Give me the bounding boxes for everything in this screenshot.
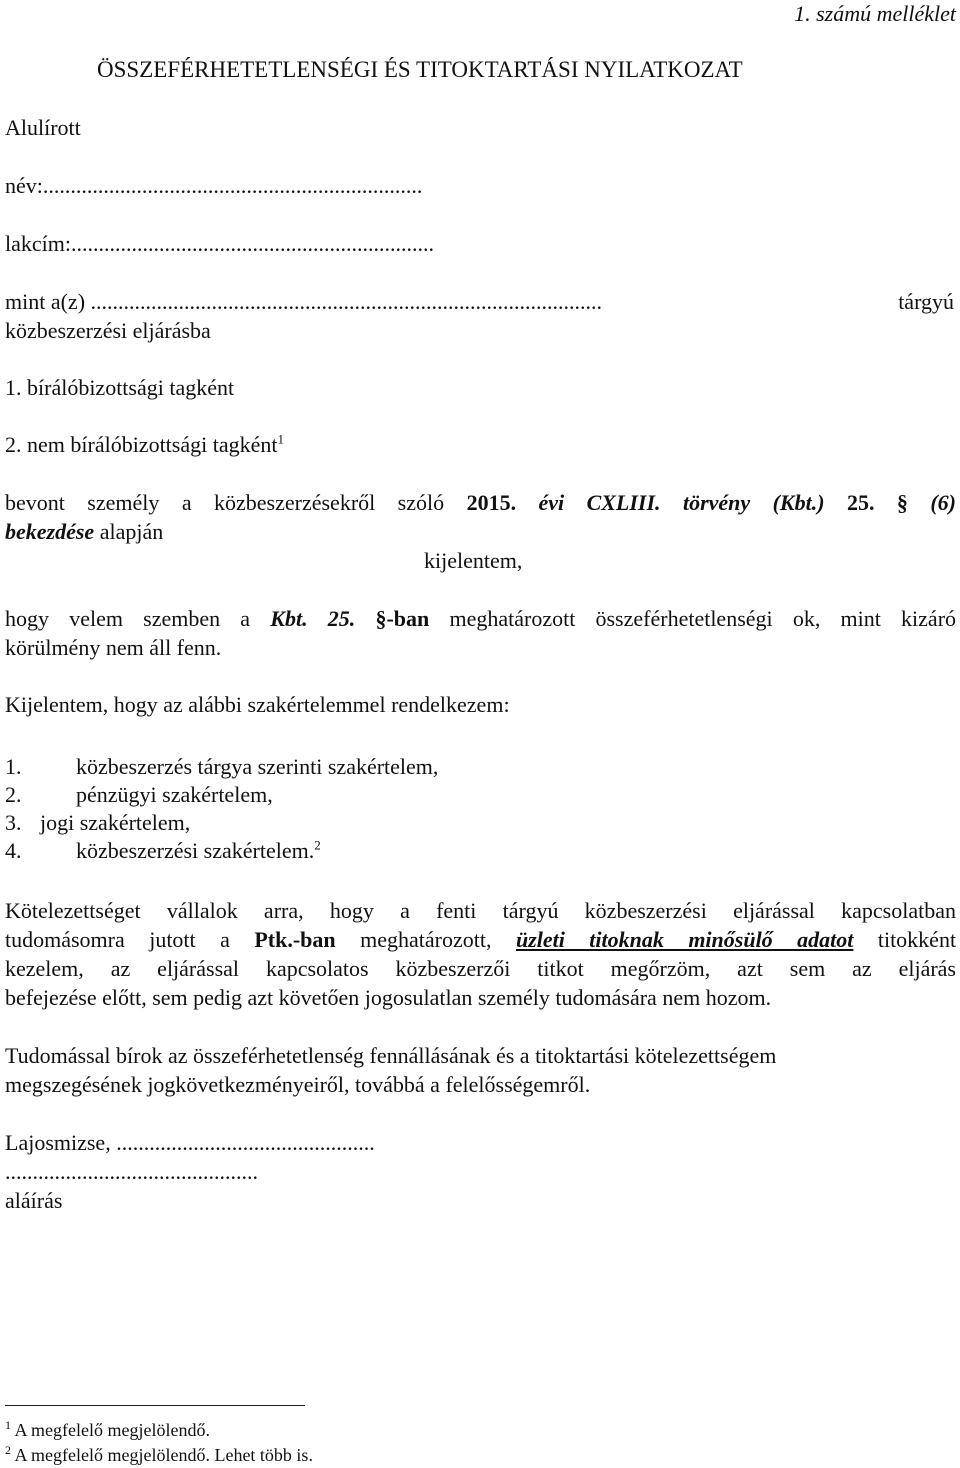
address-field: lakcím:.................................................................. — [5, 231, 434, 256]
procedure-suffix: tárgyú — [898, 289, 954, 314]
expertise-num-4: 4. — [5, 838, 22, 863]
expertise-item-4-text: közbeszerzési szakértelem. — [76, 838, 315, 863]
role-option-2 — [5, 431, 284, 457]
place-date-field: Lajosmizse, ............................................... — [5, 1130, 375, 1155]
conf-c: meghatározott, — [360, 927, 492, 952]
signature-label: aláírás — [5, 1188, 63, 1213]
statement-line2: körülmény nem áll fenn. — [5, 635, 222, 660]
procedure-field: mint a(z) ............................................................................................. — [5, 289, 603, 314]
footnote-2-mark: 2 — [5, 1443, 11, 1457]
legal-basis-line1 — [5, 492, 956, 514]
procedure-line2: közbeszerzési eljárásba — [5, 318, 211, 343]
statement-b: Kbt. 25. — [270, 606, 356, 631]
conf-e: titokként — [877, 927, 957, 952]
expertise-item-3: jogi szakértelem, — [40, 810, 191, 835]
footnote-1-text: A megfelelő megjelölendő. — [14, 1420, 210, 1440]
expertise-heading: Kijelentem, hogy az alábbi szakértelemmel rendelkezem: — [5, 692, 510, 717]
legal-text-d: 25. — [846, 490, 875, 515]
expertise-num-2: 2. — [5, 782, 22, 807]
awareness-line2: megszegésének jogkövetkezményeiről, továbbá a felelősségemről. — [5, 1072, 591, 1097]
role-option-1: 1. bírálóbizottsági tagként — [5, 375, 235, 400]
conf-a: tudomásomra jutott a — [5, 927, 230, 952]
legal-text-f: (6) — [930, 490, 957, 515]
declare-word: kijelentem, — [424, 548, 523, 573]
statement-line1 — [5, 608, 956, 630]
legal-text-c: évi CXLIII. törvény (Kbt.) — [538, 490, 825, 515]
statement-c: §-ban — [375, 606, 430, 631]
statement-d: meghatározott összeférhetetlenségi ok, mint kizáró — [449, 606, 957, 631]
role-option-2-text: 2. nem bírálóbizottsági tagként — [5, 432, 278, 457]
conf-b: Ptk.-ban — [254, 927, 336, 952]
awareness-line1: Tudomással bírok az összeférhetetlenség fennállásának és a titoktartási kötelezettségem — [5, 1043, 777, 1068]
conf-d: üzleti titoknak minősülő adatot — [515, 927, 854, 952]
legal-text-b: 2015. — [466, 490, 517, 515]
document-title: ÖSSZEFÉRHETETLENSÉGI ÉS TITOKTARTÁSI NYILATKOZAT — [97, 57, 743, 82]
footnote-separator — [5, 1405, 305, 1406]
footnote-1 — [5, 1418, 210, 1440]
statement-a: hogy velem szemben a — [5, 606, 251, 631]
alulirott-text: Alulírott — [5, 115, 81, 140]
confidentiality-line2 — [5, 929, 956, 951]
expertise-item-1: közbeszerzés tárgya szerinti szakértelem, — [76, 754, 439, 779]
legal-text-alapjan: alapján — [99, 519, 164, 544]
footnote-2-text: A megfelelő megjelölendő. Lehet több is. — [14, 1445, 313, 1465]
expertise-item-2: pénzügyi szakértelem, — [76, 782, 273, 807]
footnote-ref-2: 2 — [314, 837, 321, 853]
confidentiality-line4: befejezése előtt, sem pedig azt követően jogosulatlan személy tudomására nem hozom. — [5, 985, 772, 1010]
footnote-1-mark: 1 — [5, 1418, 11, 1432]
name-field: név:..................................................................... — [5, 173, 423, 198]
signature-line: .............................................. — [5, 1159, 258, 1184]
expertise-num-3: 3. — [5, 810, 22, 835]
expertise-item-4 — [76, 837, 321, 863]
annex-label: 1. számú melléklet — [794, 1, 956, 26]
footnote-ref-1: 1 — [277, 431, 284, 447]
section-sign: § — [896, 490, 908, 515]
confidentiality-line1: Kötelezettséget vállalok arra, hogy a fenti tárgyú közbeszerzési eljárással kapcsolatban — [5, 898, 956, 923]
legal-basis-line2 — [5, 521, 163, 543]
legal-text-a: bevont személy a közbeszerzésekről szóló — [5, 490, 445, 515]
footnote-2 — [5, 1443, 313, 1465]
confidentiality-line3: kezelem, az eljárással kapcsolatos közbeszerzői titkot megőrzöm, azt sem az eljárás — [5, 956, 956, 981]
legal-text-bekezdese: bekezdése — [5, 519, 95, 544]
expertise-num-1: 1. — [5, 754, 22, 779]
